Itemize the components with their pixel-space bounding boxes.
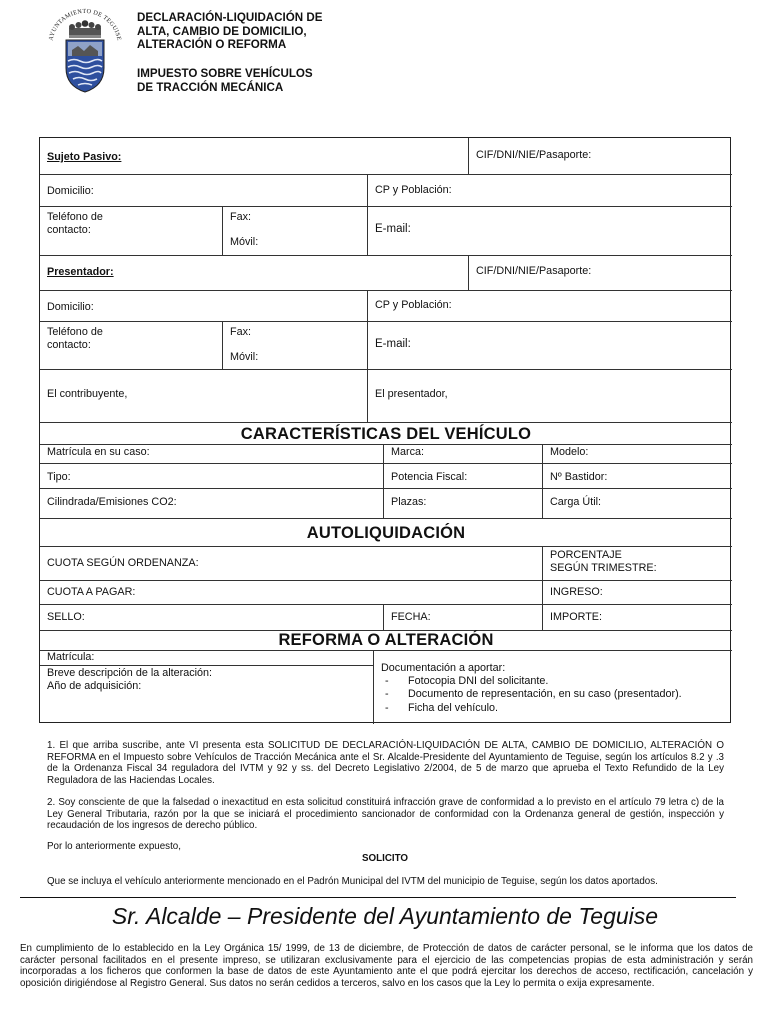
matricula-field[interactable]: Matrícula en su caso:	[47, 446, 150, 458]
presentador-telefono-field[interactable]: Teléfono de contacto:	[47, 326, 103, 351]
sujeto-domicilio-field[interactable]: Domicilio:	[47, 185, 94, 197]
col-divider	[468, 138, 469, 174]
crest-lettering: AYUNTAMIENTO DE TEGUISE	[47, 7, 123, 42]
addressee-salutation: Sr. Alcalde – Presidente del Ayuntamiento de Teguise	[111, 903, 659, 929]
row-divider	[40, 665, 373, 666]
fecha-field[interactable]: FECHA:	[391, 611, 431, 623]
col-divider	[367, 369, 368, 422]
presentador-cif-field[interactable]: CIF/DNI/NIE/Pasaporte:	[476, 265, 592, 277]
title-line: DECLARACIÓN-LIQUIDACIÓN DE	[137, 11, 323, 24]
importe-field[interactable]: IMPORTE:	[550, 611, 602, 623]
solicito-heading: SOLICITO	[361, 853, 409, 864]
presentador-signature-field[interactable]: El presentador,	[375, 388, 448, 400]
sujeto-movil-field[interactable]: Móvil:	[230, 236, 259, 248]
cilindrada-field[interactable]: Cilindrada/Emisiones CO2:	[47, 496, 177, 508]
row-divider	[40, 369, 732, 370]
sujeto-telefono-field[interactable]: Teléfono de contacto:	[47, 211, 103, 236]
document-item: - Documento de representación, en su caso (presentador).	[381, 688, 682, 701]
presentador-movil-field[interactable]: Móvil:	[230, 351, 259, 363]
ingreso-field[interactable]: INGRESO:	[550, 586, 603, 598]
anio-adquisicion-field[interactable]: Año de adquisición:	[47, 680, 142, 692]
solicitud-paragraph: Que se incluya el vehículo anteriormente mencionado en el Padrón Municipal del IVTM del municipio de Teguise, según los datos aportados.	[47, 876, 658, 887]
col-divider	[542, 444, 543, 518]
title-line: ALTA, CAMBIO DE DOMICILIO,	[137, 24, 307, 38]
municipal-crest-logo	[42, 6, 128, 94]
row-divider	[40, 422, 732, 423]
reforma-section-title: REFORMA O ALTERACIÓN	[278, 631, 494, 649]
row-divider	[40, 580, 732, 581]
declaration-paragraph-2: 2. Soy consciente de que la falsedad o inexactitud en esta solicitud constituirá infracción grave de conformidad a lo previsto en el artículo 79 letra c) de la Ley General Tributaria, razón por la que se iniciará el procedimiento sancionador de conformidad con la Ordenanza general de gestión, inspección y recaudación de los ingresos de derecho público.	[47, 797, 724, 832]
row-divider	[40, 321, 732, 322]
documentacion-heading: Documentación a aportar:	[381, 662, 506, 674]
sujeto-fax-field[interactable]: Fax:	[230, 211, 251, 223]
col-divider	[367, 206, 368, 255]
data-protection-notice: En cumplimiento de lo establecido en la Ley Orgánica 15/ 1999, de 13 de diciembre, de Protección de datos de carácter personal, se le informa que los datos de carácter personal facilitados en el presente impreso, se utilizaran exclusivamente para el ejercicio de las competencias propias de esta administración y serán incorporadas a los ficheros que conformen la base de datos de este Ayuntamiento ante el que podrá ejercitar los derechos de acceso, rectificación, cancelación y oposición dirigiéndose al Registro General. Sus datos no serán cedidos a terceros, salvo en los casos que la Ley lo permita o exija expresamente.	[20, 943, 753, 990]
row-divider	[40, 463, 732, 464]
row-divider	[40, 290, 732, 291]
vehiculo-section-title: CARACTERÍSTICAS DEL VEHÍCULO	[240, 425, 532, 443]
marca-field[interactable]: Marca:	[391, 446, 424, 458]
row-divider	[40, 206, 732, 207]
col-divider	[383, 444, 384, 518]
sujeto-email-field[interactable]: E-mail:	[375, 223, 411, 235]
col-divider	[542, 546, 543, 630]
presentador-domicilio-field[interactable]: Domicilio:	[47, 301, 94, 313]
presentador-cp-poblacion-field[interactable]: CP y Población:	[375, 299, 452, 311]
row-divider	[40, 604, 732, 605]
numero-bastidor-field[interactable]: Nº Bastidor:	[550, 471, 608, 483]
porcentaje-trimestre-field[interactable]: PORCENTAJE SEGÚN TRIMESTRE:	[550, 549, 657, 574]
row-divider	[40, 650, 732, 651]
documentacion-list	[381, 675, 682, 715]
row-divider	[40, 488, 732, 489]
sujeto-cp-poblacion-field[interactable]: CP y Población:	[375, 184, 452, 196]
sujeto-cif-field[interactable]: CIF/DNI/NIE/Pasaporte:	[476, 149, 592, 161]
potencia-fiscal-field[interactable]: Potencia Fiscal:	[391, 471, 468, 483]
col-divider	[383, 604, 384, 630]
presentador-heading: Presentador:	[47, 266, 114, 278]
row-divider	[40, 546, 732, 547]
subtitle-line: IMPUESTO SOBRE VEHÍCULOS	[137, 67, 313, 80]
sujeto-pasivo-heading: Sujeto Pasivo:	[47, 151, 122, 163]
carga-util-field[interactable]: Carga Útil:	[550, 496, 602, 508]
row-divider	[40, 444, 732, 445]
document-subtitle	[137, 67, 313, 94]
tipo-field[interactable]: Tipo:	[47, 471, 71, 483]
col-divider	[367, 321, 368, 369]
col-divider	[367, 174, 368, 206]
plazas-field[interactable]: Plazas:	[391, 496, 427, 508]
cuota-ordenanza-field[interactable]: CUOTA SEGÚN ORDENANZA:	[47, 557, 199, 569]
document-item: - Ficha del vehículo.	[381, 702, 682, 715]
autoliquidacion-section-title: AUTOLIQUIDACIÓN	[306, 524, 466, 542]
col-divider	[468, 255, 469, 290]
declaration-form	[39, 137, 731, 723]
row-divider	[40, 174, 732, 175]
breve-descripcion-field[interactable]: Breve descripción de la alteración:	[47, 667, 213, 679]
document-title	[137, 11, 323, 52]
modelo-field[interactable]: Modelo:	[550, 446, 589, 458]
presentador-fax-field[interactable]: Fax:	[230, 326, 251, 338]
col-divider	[222, 321, 223, 369]
col-divider	[222, 206, 223, 255]
document-item: - Fotocopia DNI del solicitante.	[381, 675, 682, 688]
separator-line	[20, 897, 736, 898]
subtitle-line: DE TRACCIÓN MECÁNICA	[137, 80, 284, 94]
presentador-email-field[interactable]: E-mail:	[375, 338, 411, 350]
reforma-matricula-field[interactable]: Matrícula:	[47, 651, 95, 663]
contribuyente-signature-field[interactable]: El contribuyente,	[47, 388, 128, 400]
expuesto-line: Por lo anteriormente expuesto,	[47, 841, 181, 852]
declaration-paragraph-1: 1. El que arriba suscribe, ante VI presenta esta SOLICITUD DE DECLARACIÓN-LIQUIDACIÓN DE ALTA, CAMBIO DE DOMICILIO, ALTERACIÓN O REFORMA en el Impuesto sobre Vehículos de Tracción Mecánica ante el Sr. Alcalde-Presidente del Ayuntamiento de Teguise, según los artículos 8.2 y .3 de la Ordenanza Fiscal 34 reguladora del IVTM y 92 y ss. del Decreto Legislativo 2/2004, de 5 de marzo que aprueba el Texto Refundido de la Ley Reguladora de las Haciendas Locales.	[47, 740, 724, 787]
title-line: ALTERACIÓN O REFORMA	[137, 38, 287, 52]
row-divider	[40, 255, 732, 256]
cuota-pagar-field[interactable]: CUOTA A PAGAR:	[47, 586, 136, 598]
col-divider	[367, 290, 368, 321]
sello-field[interactable]: SELLO:	[47, 611, 85, 623]
col-divider	[373, 650, 374, 724]
row-divider	[40, 518, 732, 519]
